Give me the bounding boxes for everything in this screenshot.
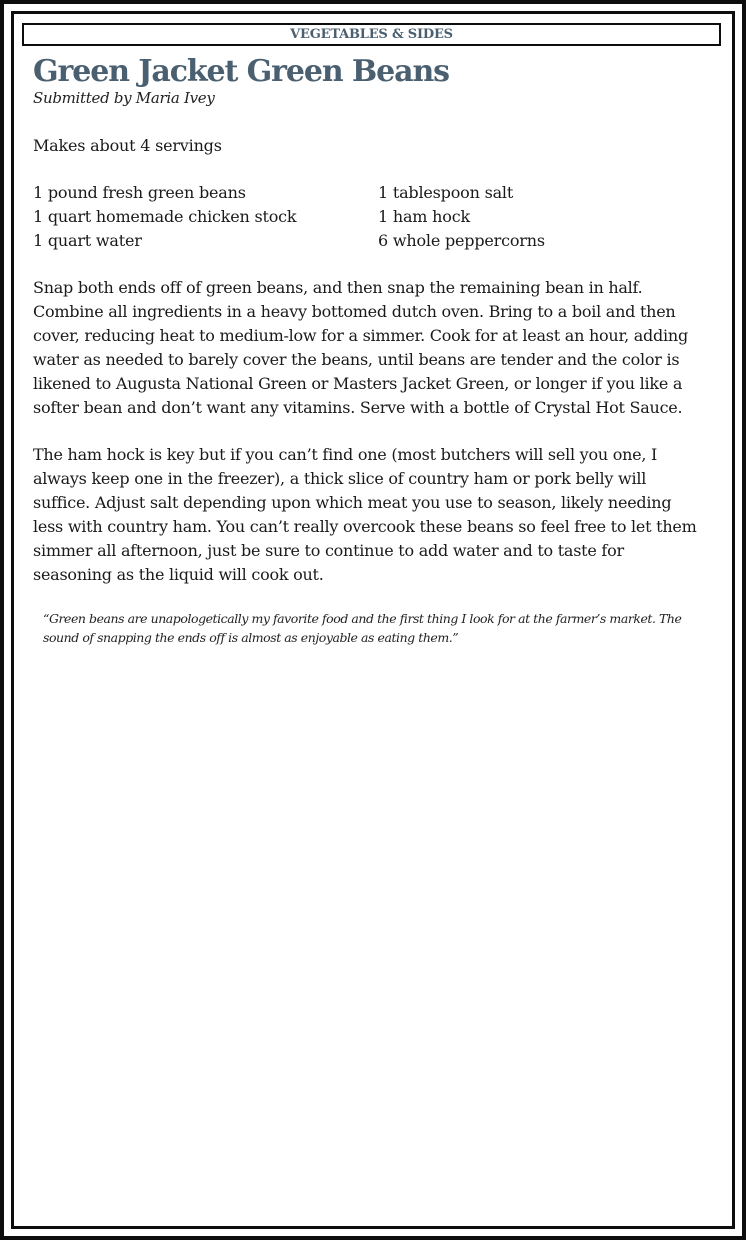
ingredient-item: 6 whole peppercorns	[378, 231, 545, 250]
recipe-byline: Submitted by Maria Ivey	[33, 89, 215, 107]
ingredient-item: 1 ham hock	[378, 207, 470, 226]
author-quote: “Green beans are unapologetically my favorite food and the first thing I look for at the farmer’s market. The sound of snapping the ends off is almost as enjoyable as eating them.”	[43, 611, 682, 645]
ingredient-item: 1 tablespoon salt	[378, 183, 514, 202]
ingredients-list	[33, 181, 713, 253]
recipe-card	[33, 55, 713, 647]
recipe-title: Green Jacket Green Beans	[33, 54, 449, 89]
ingredients-column-left	[33, 181, 378, 253]
instructions-paragraph: Snap both ends off of green beans, and then snap the remaining bean in half. Combine all ingredients in a heavy bottomed dutch oven. Bring to a boil and then cover, reducing heat to medium-low for a simmer. Cook for at least an hour, adding water as needed to barely cover the beans, until beans are tender and the color is likened to Augusta National Green or Masters Jacket Green, or longer if you like a softer bean and don’t want any vitamins. Serve with a bottle of Crystal Hot Sauce.	[33, 278, 688, 417]
ingredient-item: 1 pound fresh green beans	[33, 183, 246, 202]
ingredient-item: 1 quart homemade chicken stock	[33, 207, 297, 226]
recipe-servings: Makes about 4 servings	[33, 136, 222, 155]
section-header: VEGETABLES & SIDES	[22, 23, 721, 46]
ingredients-column-right	[378, 181, 698, 253]
ingredient-item: 1 quart water	[33, 231, 142, 250]
notes-paragraph: The ham hock is key but if you can’t find one (most butchers will sell you one, I always keep one in the freezer), a thick slice of country ham or pork belly will suffice. Adjust salt depending upon which meat you use to season, likely needing less with country ham. You can’t really overcook these beans so feel free to let them simmer all afternoon, just be sure to continue to add water and to taste for seasoning as the liquid will cook out.	[33, 445, 697, 584]
